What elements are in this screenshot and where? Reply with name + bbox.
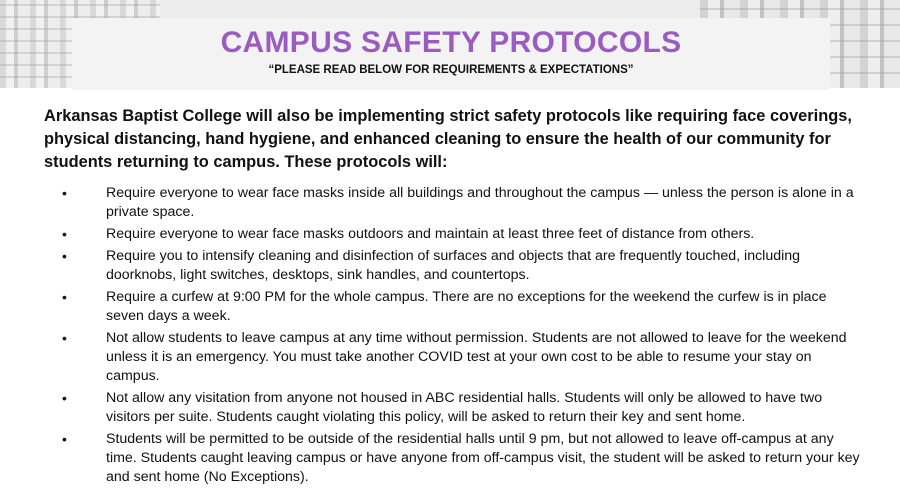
- list-item: [0, 225, 900, 244]
- list-item-text: Students will be permitted to be outside of the residential halls until 9 pm, but not allowed to leave off-campus at any time. Students caught leaving campus or have anyone from off-campus visit, the student will be asked to return your key and sent home (No Exceptions).: [106, 431, 860, 485]
- list-item-text: Not allow students to leave campus at any time without permission. Students are not allowed to leave for the weekend unless it is an emergency. You must take another COVID test at your own cost to be able to resume your stay on campus.: [106, 330, 847, 384]
- bullet-icon: •: [62, 289, 67, 305]
- bullet-icon: •: [62, 390, 67, 406]
- list-item-text: Require you to intensify cleaning and disinfection of surfaces and objects that are frequently touched, including doorknobs, light switches, desktops, sink handles, and countertops.: [106, 248, 801, 283]
- list-item-text: Require everyone to wear face masks outdoors and maintain at least three feet of distance from others.: [106, 226, 755, 242]
- list-item: [0, 389, 900, 427]
- bullet-icon: •: [62, 185, 67, 201]
- title-box: [72, 18, 830, 90]
- bullet-icon: •: [62, 226, 67, 242]
- protocol-list: [0, 184, 900, 490]
- list-item: [0, 288, 900, 326]
- bullet-icon: •: [62, 248, 67, 264]
- list-item-text: Require a curfew at 9:00 PM for the whole campus. There are no exceptions for the weekend the curfew is in place seven days a week.: [106, 289, 827, 324]
- intro-paragraph: Arkansas Baptist College will also be implementing strict safety protocols like requiring face coverings, physical distancing, hand hygiene, and enhanced cleaning to ensure the health of our community for students returning to campus. These protocols will:: [44, 107, 852, 171]
- page-title: CAMPUS SAFETY PROTOCOLS: [220, 26, 682, 59]
- list-item-text: Require everyone to wear face masks inside all buildings and throughout the campus — unless the person is alone in a private space.: [106, 185, 854, 220]
- list-item-text: Not allow any visitation from anyone not housed in ABC residential halls. Students will only be allowed to have two visitors per suite. Students caught violating this policy, will be asked to return their key and sent home.: [106, 390, 823, 425]
- list-item: [0, 184, 900, 222]
- list-item: [0, 329, 900, 386]
- list-item: [0, 247, 900, 285]
- bullet-icon: •: [62, 431, 67, 447]
- page-subtitle: “PLEASE READ BELOW FOR REQUIREMENTS & EXPECTATIONS”: [268, 64, 634, 76]
- bullet-icon: •: [62, 330, 67, 346]
- list-item: [0, 430, 900, 487]
